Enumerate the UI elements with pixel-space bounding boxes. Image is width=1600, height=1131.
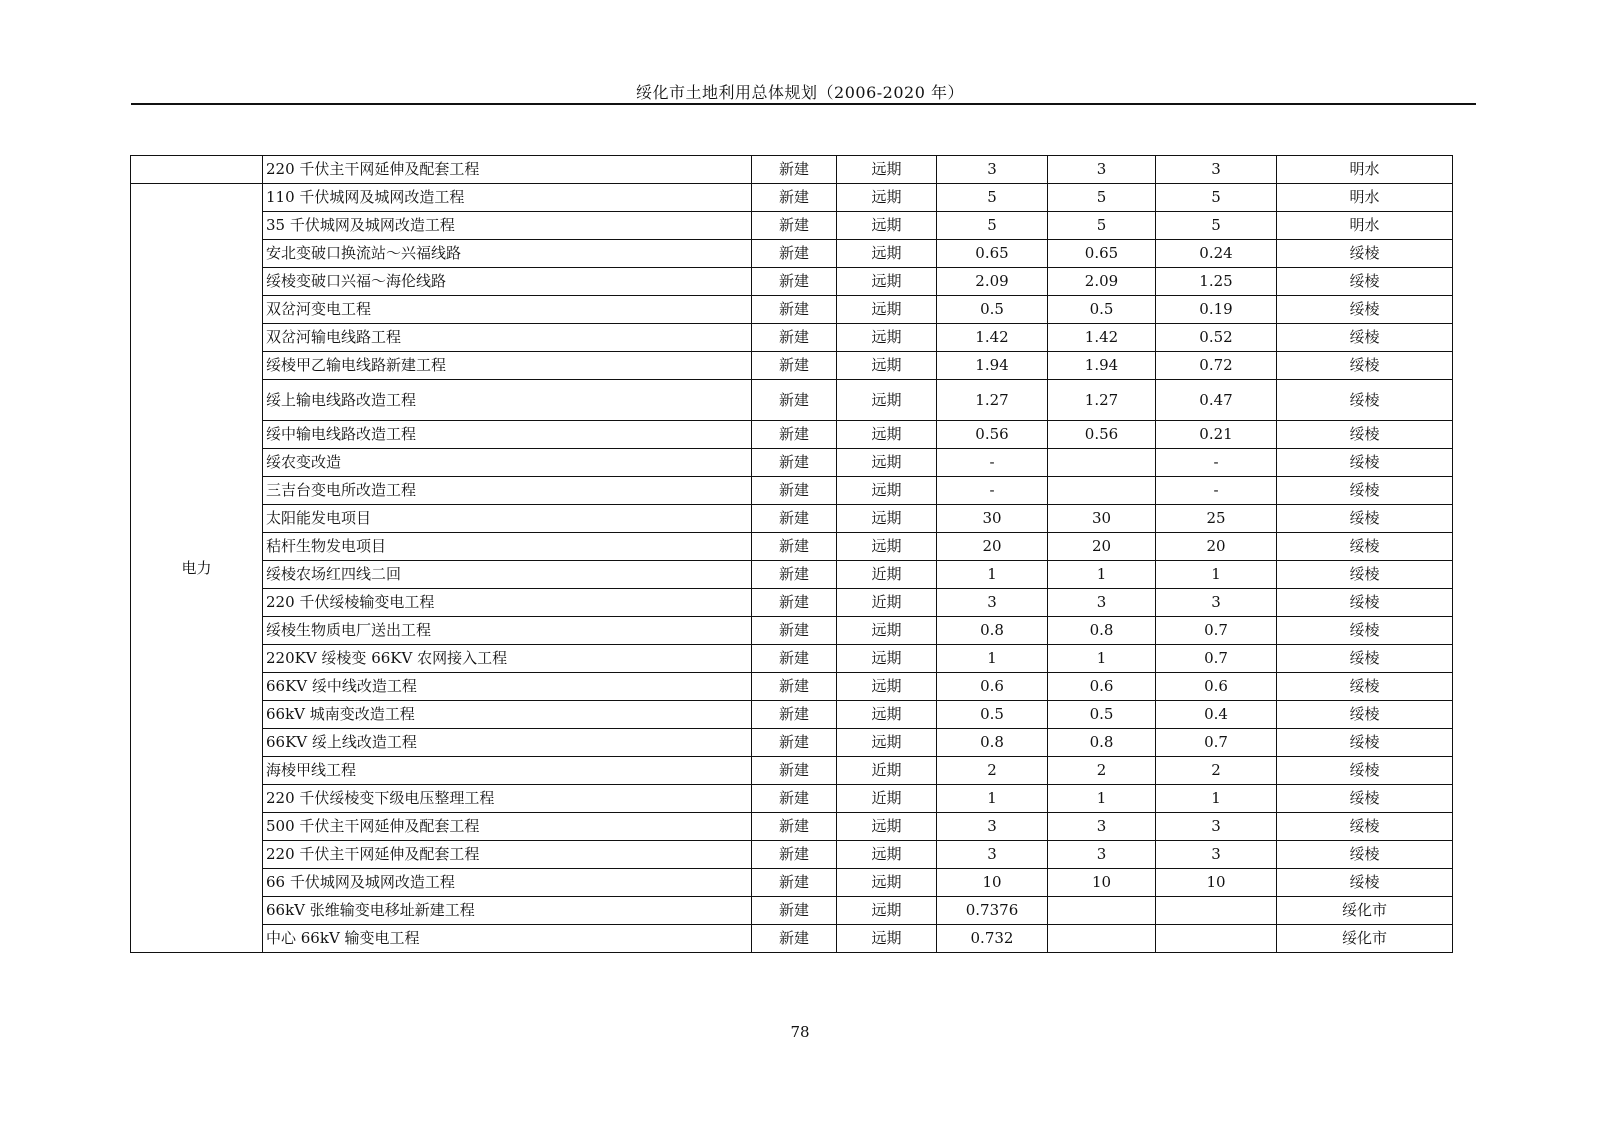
construction-type-cell: 新建 bbox=[752, 589, 837, 617]
value-3-cell: 3 bbox=[1156, 589, 1277, 617]
period-cell: 远期 bbox=[837, 841, 937, 869]
table-row bbox=[131, 268, 1453, 296]
value-2-cell: 3 bbox=[1048, 156, 1156, 184]
value-1-cell: 1 bbox=[937, 645, 1048, 673]
value-2-cell: 1 bbox=[1048, 645, 1156, 673]
project-name-cell: 220KV 绥棱变 66KV 农网接入工程 bbox=[263, 645, 752, 673]
table-row bbox=[131, 156, 1453, 184]
period-cell: 远期 bbox=[837, 477, 937, 505]
location-cell: 绥化市 bbox=[1277, 897, 1453, 925]
construction-type-cell: 新建 bbox=[752, 925, 837, 953]
value-2-cell: 1.94 bbox=[1048, 352, 1156, 380]
table-row bbox=[131, 785, 1453, 813]
table-row bbox=[131, 589, 1453, 617]
value-3-cell: 1.25 bbox=[1156, 268, 1277, 296]
value-3-cell: 3 bbox=[1156, 841, 1277, 869]
value-1-cell: 0.8 bbox=[937, 729, 1048, 757]
location-cell: 绥棱 bbox=[1277, 449, 1453, 477]
value-3-cell: 3 bbox=[1156, 156, 1277, 184]
period-cell: 远期 bbox=[837, 449, 937, 477]
period-cell: 近期 bbox=[837, 785, 937, 813]
table-row bbox=[131, 324, 1453, 352]
value-3-cell: 0.6 bbox=[1156, 673, 1277, 701]
table-row bbox=[131, 645, 1453, 673]
project-name-cell: 安北变破口换流站～兴福线路 bbox=[263, 240, 752, 268]
value-2-cell: 3 bbox=[1048, 589, 1156, 617]
period-cell: 远期 bbox=[837, 617, 937, 645]
project-name-cell: 66 千伏城网及城网改造工程 bbox=[263, 869, 752, 897]
period-cell: 远期 bbox=[837, 533, 937, 561]
location-cell: 绥棱 bbox=[1277, 841, 1453, 869]
construction-type-cell: 新建 bbox=[752, 785, 837, 813]
project-name-cell: 双岔河变电工程 bbox=[263, 296, 752, 324]
project-name-cell: 绥上输电线路改造工程 bbox=[263, 380, 752, 421]
table-row bbox=[131, 505, 1453, 533]
table-row bbox=[131, 212, 1453, 240]
table-row bbox=[131, 701, 1453, 729]
construction-type-cell: 新建 bbox=[752, 757, 837, 785]
value-3-cell: - bbox=[1156, 477, 1277, 505]
value-1-cell: 0.5 bbox=[937, 701, 1048, 729]
table-row bbox=[131, 561, 1453, 589]
value-3-cell: 0.7 bbox=[1156, 645, 1277, 673]
construction-type-cell: 新建 bbox=[752, 673, 837, 701]
location-cell: 绥棱 bbox=[1277, 421, 1453, 449]
value-2-cell: 20 bbox=[1048, 533, 1156, 561]
value-1-cell: 0.732 bbox=[937, 925, 1048, 953]
value-3-cell: 2 bbox=[1156, 757, 1277, 785]
location-cell: 明水 bbox=[1277, 212, 1453, 240]
value-2-cell: 5 bbox=[1048, 212, 1156, 240]
location-cell: 绥棱 bbox=[1277, 729, 1453, 757]
period-cell: 远期 bbox=[837, 729, 937, 757]
project-name-cell: 秸杆生物发电项目 bbox=[263, 533, 752, 561]
period-cell: 远期 bbox=[837, 813, 937, 841]
construction-type-cell: 新建 bbox=[752, 729, 837, 757]
location-cell: 绥棱 bbox=[1277, 268, 1453, 296]
construction-type-cell: 新建 bbox=[752, 449, 837, 477]
value-1-cell: - bbox=[937, 449, 1048, 477]
value-3-cell: 0.47 bbox=[1156, 380, 1277, 421]
table-row bbox=[131, 897, 1453, 925]
value-1-cell: 3 bbox=[937, 841, 1048, 869]
table-row bbox=[131, 869, 1453, 897]
construction-type-cell: 新建 bbox=[752, 897, 837, 925]
period-cell: 远期 bbox=[837, 324, 937, 352]
value-1-cell: - bbox=[937, 477, 1048, 505]
table-row bbox=[131, 449, 1453, 477]
value-2-cell: 0.56 bbox=[1048, 421, 1156, 449]
value-1-cell: 2.09 bbox=[937, 268, 1048, 296]
value-2-cell: 3 bbox=[1048, 813, 1156, 841]
value-3-cell: 5 bbox=[1156, 212, 1277, 240]
value-3-cell: 10 bbox=[1156, 869, 1277, 897]
value-3-cell: 25 bbox=[1156, 505, 1277, 533]
value-2-cell: 0.65 bbox=[1048, 240, 1156, 268]
value-1-cell: 1.27 bbox=[937, 380, 1048, 421]
construction-type-cell: 新建 bbox=[752, 212, 837, 240]
period-cell: 远期 bbox=[837, 380, 937, 421]
location-cell: 绥棱 bbox=[1277, 352, 1453, 380]
value-2-cell: 1 bbox=[1048, 561, 1156, 589]
value-3-cell: 0.52 bbox=[1156, 324, 1277, 352]
project-name-cell: 220 千伏绥棱变下级电压整理工程 bbox=[263, 785, 752, 813]
value-2-cell: 0.8 bbox=[1048, 729, 1156, 757]
value-2-cell: 1.27 bbox=[1048, 380, 1156, 421]
value-2-cell bbox=[1048, 477, 1156, 505]
page-number: 78 bbox=[790, 1023, 810, 1041]
value-1-cell: 1 bbox=[937, 785, 1048, 813]
value-3-cell: 0.21 bbox=[1156, 421, 1277, 449]
value-2-cell: 0.5 bbox=[1048, 701, 1156, 729]
project-name-cell: 66kV 城南变改造工程 bbox=[263, 701, 752, 729]
period-cell: 远期 bbox=[837, 897, 937, 925]
value-3-cell bbox=[1156, 897, 1277, 925]
table-row bbox=[131, 673, 1453, 701]
table-row bbox=[131, 757, 1453, 785]
value-3-cell: 0.7 bbox=[1156, 729, 1277, 757]
category-cell: 电力 bbox=[131, 184, 263, 953]
value-1-cell: 0.56 bbox=[937, 421, 1048, 449]
value-2-cell: 2 bbox=[1048, 757, 1156, 785]
project-name-cell: 500 千伏主干网延伸及配套工程 bbox=[263, 813, 752, 841]
value-1-cell: 3 bbox=[937, 813, 1048, 841]
value-2-cell bbox=[1048, 449, 1156, 477]
construction-type-cell: 新建 bbox=[752, 268, 837, 296]
location-cell: 绥棱 bbox=[1277, 380, 1453, 421]
value-2-cell: 10 bbox=[1048, 869, 1156, 897]
project-name-cell: 66KV 绥中线改造工程 bbox=[263, 673, 752, 701]
period-cell: 远期 bbox=[837, 701, 937, 729]
period-cell: 远期 bbox=[837, 352, 937, 380]
value-1-cell: 10 bbox=[937, 869, 1048, 897]
location-cell: 绥棱 bbox=[1277, 533, 1453, 561]
value-3-cell: 1 bbox=[1156, 561, 1277, 589]
table-row bbox=[131, 240, 1453, 268]
value-1-cell: 3 bbox=[937, 589, 1048, 617]
location-cell: 绥棱 bbox=[1277, 617, 1453, 645]
value-2-cell: 30 bbox=[1048, 505, 1156, 533]
value-1-cell: 0.7376 bbox=[937, 897, 1048, 925]
project-name-cell: 66kV 张维输变电移址新建工程 bbox=[263, 897, 752, 925]
value-2-cell: 1 bbox=[1048, 785, 1156, 813]
table-row bbox=[131, 296, 1453, 324]
location-cell: 明水 bbox=[1277, 156, 1453, 184]
period-cell: 远期 bbox=[837, 869, 937, 897]
table-row bbox=[131, 813, 1453, 841]
value-3-cell: - bbox=[1156, 449, 1277, 477]
location-cell: 绥棱 bbox=[1277, 785, 1453, 813]
project-name-cell: 220 千伏主干网延伸及配套工程 bbox=[263, 841, 752, 869]
location-cell: 绥化市 bbox=[1277, 925, 1453, 953]
project-name-cell: 三吉台变电所改造工程 bbox=[263, 477, 752, 505]
value-3-cell: 0.7 bbox=[1156, 617, 1277, 645]
location-cell: 绥棱 bbox=[1277, 240, 1453, 268]
construction-type-cell: 新建 bbox=[752, 533, 837, 561]
page-header-title: 绥化市土地利用总体规划（2006-2020 年） bbox=[636, 83, 964, 102]
location-cell: 绥棱 bbox=[1277, 505, 1453, 533]
project-name-cell: 220 千伏主干网延伸及配套工程 bbox=[263, 156, 752, 184]
value-2-cell: 5 bbox=[1048, 184, 1156, 212]
period-cell: 远期 bbox=[837, 156, 937, 184]
location-cell: 绥棱 bbox=[1277, 757, 1453, 785]
construction-type-cell: 新建 bbox=[752, 701, 837, 729]
value-3-cell: 0.72 bbox=[1156, 352, 1277, 380]
period-cell: 远期 bbox=[837, 925, 937, 953]
value-1-cell: 0.8 bbox=[937, 617, 1048, 645]
project-name-cell: 绥农变改造 bbox=[263, 449, 752, 477]
value-3-cell: 0.19 bbox=[1156, 296, 1277, 324]
value-2-cell: 2.09 bbox=[1048, 268, 1156, 296]
table-row bbox=[131, 380, 1453, 421]
table-row bbox=[131, 421, 1453, 449]
period-cell: 远期 bbox=[837, 673, 937, 701]
project-name-cell: 绥棱甲乙输电线路新建工程 bbox=[263, 352, 752, 380]
project-name-cell: 绥棱生物质电厂送出工程 bbox=[263, 617, 752, 645]
project-name-cell: 35 千伏城网及城网改造工程 bbox=[263, 212, 752, 240]
value-1-cell: 5 bbox=[937, 184, 1048, 212]
project-name-cell: 太阳能发电项目 bbox=[263, 505, 752, 533]
project-name-cell: 绥中输电线路改造工程 bbox=[263, 421, 752, 449]
period-cell: 近期 bbox=[837, 561, 937, 589]
period-cell: 近期 bbox=[837, 757, 937, 785]
construction-type-cell: 新建 bbox=[752, 869, 837, 897]
construction-type-cell: 新建 bbox=[752, 505, 837, 533]
value-1-cell: 0.6 bbox=[937, 673, 1048, 701]
location-cell: 明水 bbox=[1277, 184, 1453, 212]
table-row bbox=[131, 533, 1453, 561]
period-cell: 远期 bbox=[837, 268, 937, 296]
construction-type-cell: 新建 bbox=[752, 561, 837, 589]
project-name-cell: 绥棱农场红四线二回 bbox=[263, 561, 752, 589]
period-cell: 远期 bbox=[837, 645, 937, 673]
construction-type-cell: 新建 bbox=[752, 841, 837, 869]
period-cell: 远期 bbox=[837, 240, 937, 268]
table-row bbox=[131, 729, 1453, 757]
table-row bbox=[131, 841, 1453, 869]
value-2-cell bbox=[1048, 897, 1156, 925]
value-3-cell: 20 bbox=[1156, 533, 1277, 561]
location-cell: 绥棱 bbox=[1277, 869, 1453, 897]
construction-type-cell: 新建 bbox=[752, 324, 837, 352]
construction-type-cell: 新建 bbox=[752, 296, 837, 324]
value-1-cell: 20 bbox=[937, 533, 1048, 561]
construction-type-cell: 新建 bbox=[752, 813, 837, 841]
value-3-cell bbox=[1156, 925, 1277, 953]
value-2-cell bbox=[1048, 925, 1156, 953]
value-1-cell: 1.94 bbox=[937, 352, 1048, 380]
table-row bbox=[131, 617, 1453, 645]
value-2-cell: 0.8 bbox=[1048, 617, 1156, 645]
value-2-cell: 0.5 bbox=[1048, 296, 1156, 324]
period-cell: 远期 bbox=[837, 505, 937, 533]
table-row bbox=[131, 477, 1453, 505]
value-1-cell: 1 bbox=[937, 561, 1048, 589]
value-3-cell: 5 bbox=[1156, 184, 1277, 212]
value-1-cell: 5 bbox=[937, 212, 1048, 240]
project-name-cell: 220 千伏绥棱输变电工程 bbox=[263, 589, 752, 617]
value-1-cell: 1.42 bbox=[937, 324, 1048, 352]
construction-type-cell: 新建 bbox=[752, 352, 837, 380]
project-name-cell: 绥棱变破口兴福～海伦线路 bbox=[263, 268, 752, 296]
construction-type-cell: 新建 bbox=[752, 240, 837, 268]
location-cell: 绥棱 bbox=[1277, 324, 1453, 352]
period-cell: 远期 bbox=[837, 296, 937, 324]
location-cell: 绥棱 bbox=[1277, 477, 1453, 505]
value-3-cell: 0.4 bbox=[1156, 701, 1277, 729]
project-table bbox=[130, 155, 1453, 953]
value-3-cell: 0.24 bbox=[1156, 240, 1277, 268]
location-cell: 绥棱 bbox=[1277, 589, 1453, 617]
construction-type-cell: 新建 bbox=[752, 156, 837, 184]
header-rule bbox=[131, 103, 1476, 105]
construction-type-cell: 新建 bbox=[752, 617, 837, 645]
period-cell: 远期 bbox=[837, 421, 937, 449]
location-cell: 绥棱 bbox=[1277, 701, 1453, 729]
construction-type-cell: 新建 bbox=[752, 421, 837, 449]
value-1-cell: 0.65 bbox=[937, 240, 1048, 268]
value-2-cell: 3 bbox=[1048, 841, 1156, 869]
value-1-cell: 0.5 bbox=[937, 296, 1048, 324]
value-2-cell: 1.42 bbox=[1048, 324, 1156, 352]
construction-type-cell: 新建 bbox=[752, 380, 837, 421]
project-name-cell: 中心 66kV 输变电工程 bbox=[263, 925, 752, 953]
location-cell: 绥棱 bbox=[1277, 296, 1453, 324]
category-cell-blank bbox=[131, 156, 263, 184]
construction-type-cell: 新建 bbox=[752, 477, 837, 505]
location-cell: 绥棱 bbox=[1277, 645, 1453, 673]
location-cell: 绥棱 bbox=[1277, 673, 1453, 701]
construction-type-cell: 新建 bbox=[752, 645, 837, 673]
period-cell: 远期 bbox=[837, 212, 937, 240]
table-row bbox=[131, 925, 1453, 953]
period-cell: 近期 bbox=[837, 589, 937, 617]
table-row bbox=[131, 352, 1453, 380]
location-cell: 绥棱 bbox=[1277, 813, 1453, 841]
table-row bbox=[131, 184, 1453, 212]
value-3-cell: 3 bbox=[1156, 813, 1277, 841]
project-name-cell: 110 千伏城网及城网改造工程 bbox=[263, 184, 752, 212]
project-name-cell: 双岔河输电线路工程 bbox=[263, 324, 752, 352]
table-body bbox=[131, 156, 1453, 953]
value-3-cell: 1 bbox=[1156, 785, 1277, 813]
period-cell: 远期 bbox=[837, 184, 937, 212]
project-name-cell: 66KV 绥上线改造工程 bbox=[263, 729, 752, 757]
value-1-cell: 30 bbox=[937, 505, 1048, 533]
project-name-cell: 海棱甲线工程 bbox=[263, 757, 752, 785]
location-cell: 绥棱 bbox=[1277, 561, 1453, 589]
construction-type-cell: 新建 bbox=[752, 184, 837, 212]
value-1-cell: 3 bbox=[937, 156, 1048, 184]
value-2-cell: 0.6 bbox=[1048, 673, 1156, 701]
value-1-cell: 2 bbox=[937, 757, 1048, 785]
